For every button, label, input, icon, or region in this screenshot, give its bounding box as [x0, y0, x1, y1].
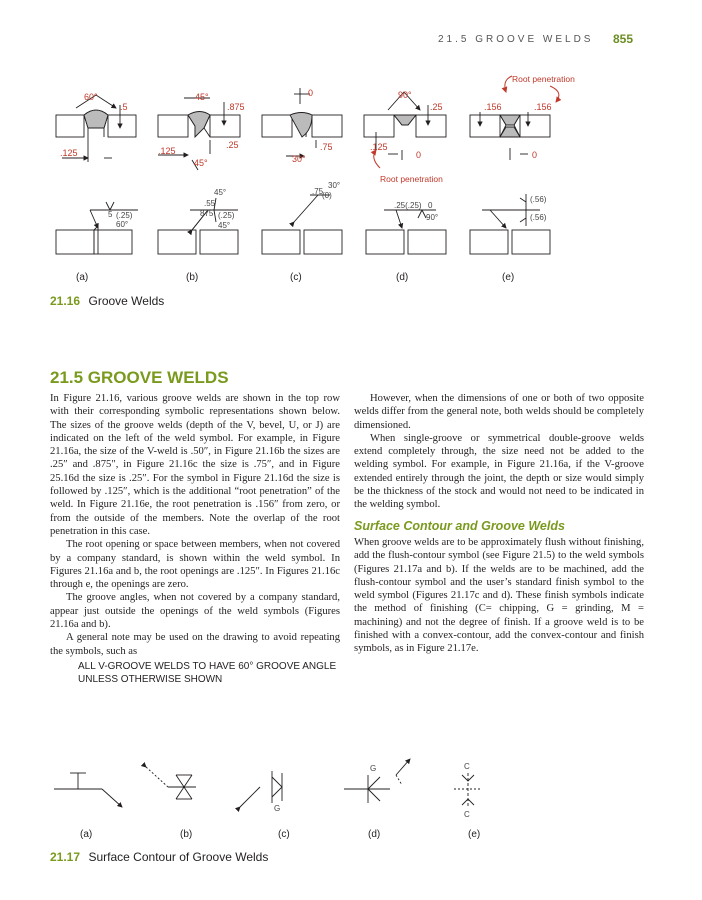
figure-21-16-caption: [50, 292, 164, 310]
dim-c-depth: 0: [308, 88, 314, 98]
fig2-label-a: (a): [80, 829, 93, 840]
general-note-line-1: ALL V-GROOVE WELDS TO HAVE 60° GROOVE ANGLE: [78, 660, 337, 672]
left-column: [50, 392, 340, 686]
sym-c-angle: 30°: [328, 181, 341, 190]
left-paragraph-1: In Figure 21.16, various groove welds are shown in the top row with their corresponding symbolic representations shown below. The sizes of the groove welds (depth of the V, bevel, U, or J) are indicated on the left of the weld symbol. For example, in Figure 21.16a, the size of the V-weld is .50″, in Figure 21.16b the sizes are .25″ and .875″, in Figure 21.16c the size is .75″, and in Figure 25.16d the size is .25″. For the symbol in Figure 21.16d the size is followed by .125″, which is the additional “root penetration” of the weld. In Figure 21.16e, the root penetration is .156″ from zero, or from the outside of the members. Note the overlap of the root penetration in this case.: [50, 393, 340, 537]
dim-b-angle: 45°: [195, 92, 209, 102]
sym-b-angle2: 45°: [218, 221, 231, 230]
letter-c-g: G: [274, 804, 281, 813]
letter-e-c-bottom: C: [464, 810, 470, 819]
right-column: [354, 392, 644, 656]
sym-b-depth: 875: [200, 209, 214, 218]
caption-number: 21.16: [50, 294, 81, 308]
sym-c-size: .75: [312, 187, 324, 196]
dim-a-root: .125: [60, 148, 78, 158]
panel-label-d: (d): [396, 272, 409, 283]
weld-e-drawing: [470, 112, 550, 160]
dim-a-depth: .5: [120, 102, 128, 112]
panel-label-b: (b): [186, 272, 199, 283]
letter-e-c-top: C: [464, 762, 470, 771]
subsection-heading: Surface Contour and Groove Welds: [354, 518, 565, 533]
symbol-b: [146, 767, 196, 799]
sym-a-angle: 60°: [116, 220, 129, 229]
fig2-label-d: (d): [368, 829, 381, 840]
panel-label-c: (c): [290, 272, 302, 283]
caption-text-2: Surface Contour of Groove Welds: [88, 850, 269, 864]
dim-d-zero: 0: [416, 150, 422, 160]
left-paragraph-2: The root opening or space between members, when not covered by a company standard, is shown within the weld symbol. In Figures 21.16a and b, the root openings are .125″. In Figures 21.16c through e, the openings are zero.: [50, 539, 340, 591]
general-note-line-2: UNLESS OTHERWISE SHOWN: [78, 673, 223, 685]
letter-d-g: G: [370, 764, 377, 773]
panel-label-e: (e): [502, 272, 515, 283]
right-paragraph-2: When single-groove or symmetrical double-groove welds extend completely through, the size need not be added to the welding symbol. For example, in Figure 21.16a, if the V-groove extended entirely through the joint, the depth or size would simply be the thickness of the stock and would not need to be indicated in the welding symbol.: [354, 432, 644, 511]
symbol-e: [454, 773, 482, 807]
sym-e-bottom: (.56): [530, 213, 547, 222]
dim-d-root: .125: [370, 142, 388, 152]
dim-e-left: .156: [484, 102, 502, 112]
dim-e-right: .156: [534, 102, 552, 112]
figure-21-17-caption: [50, 848, 268, 866]
running-head: 21.5 GROOVE WELDS: [438, 34, 594, 45]
figure-21-17: [50, 745, 660, 840]
sym-b-size: .55: [204, 199, 216, 208]
weld-symbols-row: [56, 194, 550, 254]
symbol-a: [54, 773, 122, 807]
dim-c-angle: 30°: [292, 154, 306, 164]
sym-d-root: 0: [428, 201, 433, 210]
fig2-label-c: (c): [278, 829, 290, 840]
panel-label-a: (a): [76, 272, 89, 283]
dim-b-angle2: 45°: [194, 158, 208, 168]
dim-b-root: .125: [158, 146, 176, 156]
figure-21-16: [50, 70, 660, 285]
sym-a-root: (.25): [116, 211, 133, 220]
caption-number-2: 21.17: [50, 850, 81, 864]
dim-e-root-label: Root penetration: [512, 74, 575, 84]
left-paragraph-3: The groove angles, when not covered by a company standard, appear just outside the openings of the weld symbols (Figures 21.16a and b).: [50, 592, 340, 631]
fig2-label-b: (b): [180, 829, 193, 840]
sym-a-size: 5: [108, 210, 113, 219]
left-paragraph-4: A general note may be used on the drawing to avoid repeating the symbols, such as: [50, 632, 340, 657]
sym-b-sub: (.25): [218, 211, 235, 220]
dim-b-depth: .875: [227, 102, 245, 112]
right-paragraph-1: However, when the dimensions of one or both of two opposite welds differ from the general note, both welds should be completely dimensioned.: [354, 393, 644, 431]
symbol-c: [240, 771, 282, 807]
dim-d-depth: .25: [430, 102, 443, 112]
dim-e-zero: 0: [532, 150, 538, 160]
right-paragraph-3: When groove welds are to be approximately flush without finishing, add the flush-contour symbol (see Figure 21.5) to the weld symbols (Figures 21.17a and b). If the welds are to be machined, add the flush-contour symbol and the user’s standard finish symbol to the weld symbol (Figures 21.17c and d). These finish symbols indicate the method of finishing (C= chipping, G = grinding, M = machining) and not the degree of finish. If a groove weld is to be finished with a convex-contour, add the convex-contour and finish symbols, as in Figure 21.17e.: [354, 536, 644, 655]
symbol-d: [344, 759, 410, 803]
dim-b-depth2: .25: [226, 140, 239, 150]
dim-d-angle: 90°: [398, 90, 412, 100]
sym-d-angle: 90°: [426, 213, 439, 222]
sym-d-size: .25(.25): [394, 201, 422, 210]
dim-c-depth2: .75: [320, 142, 333, 152]
caption-text: Groove Welds: [88, 294, 165, 308]
fig2-label-e: (e): [468, 829, 481, 840]
sym-e-top: (.56): [530, 195, 547, 204]
sym-b-angle: 45°: [214, 188, 227, 197]
dim-a-angle: 60°: [84, 92, 98, 102]
section-title: 21.5 GROOVE WELDS: [50, 368, 229, 387]
dim-d-root-label: Root penetration: [380, 174, 443, 184]
page-number: 855: [613, 32, 634, 46]
sym-c-root: (0): [322, 191, 332, 200]
